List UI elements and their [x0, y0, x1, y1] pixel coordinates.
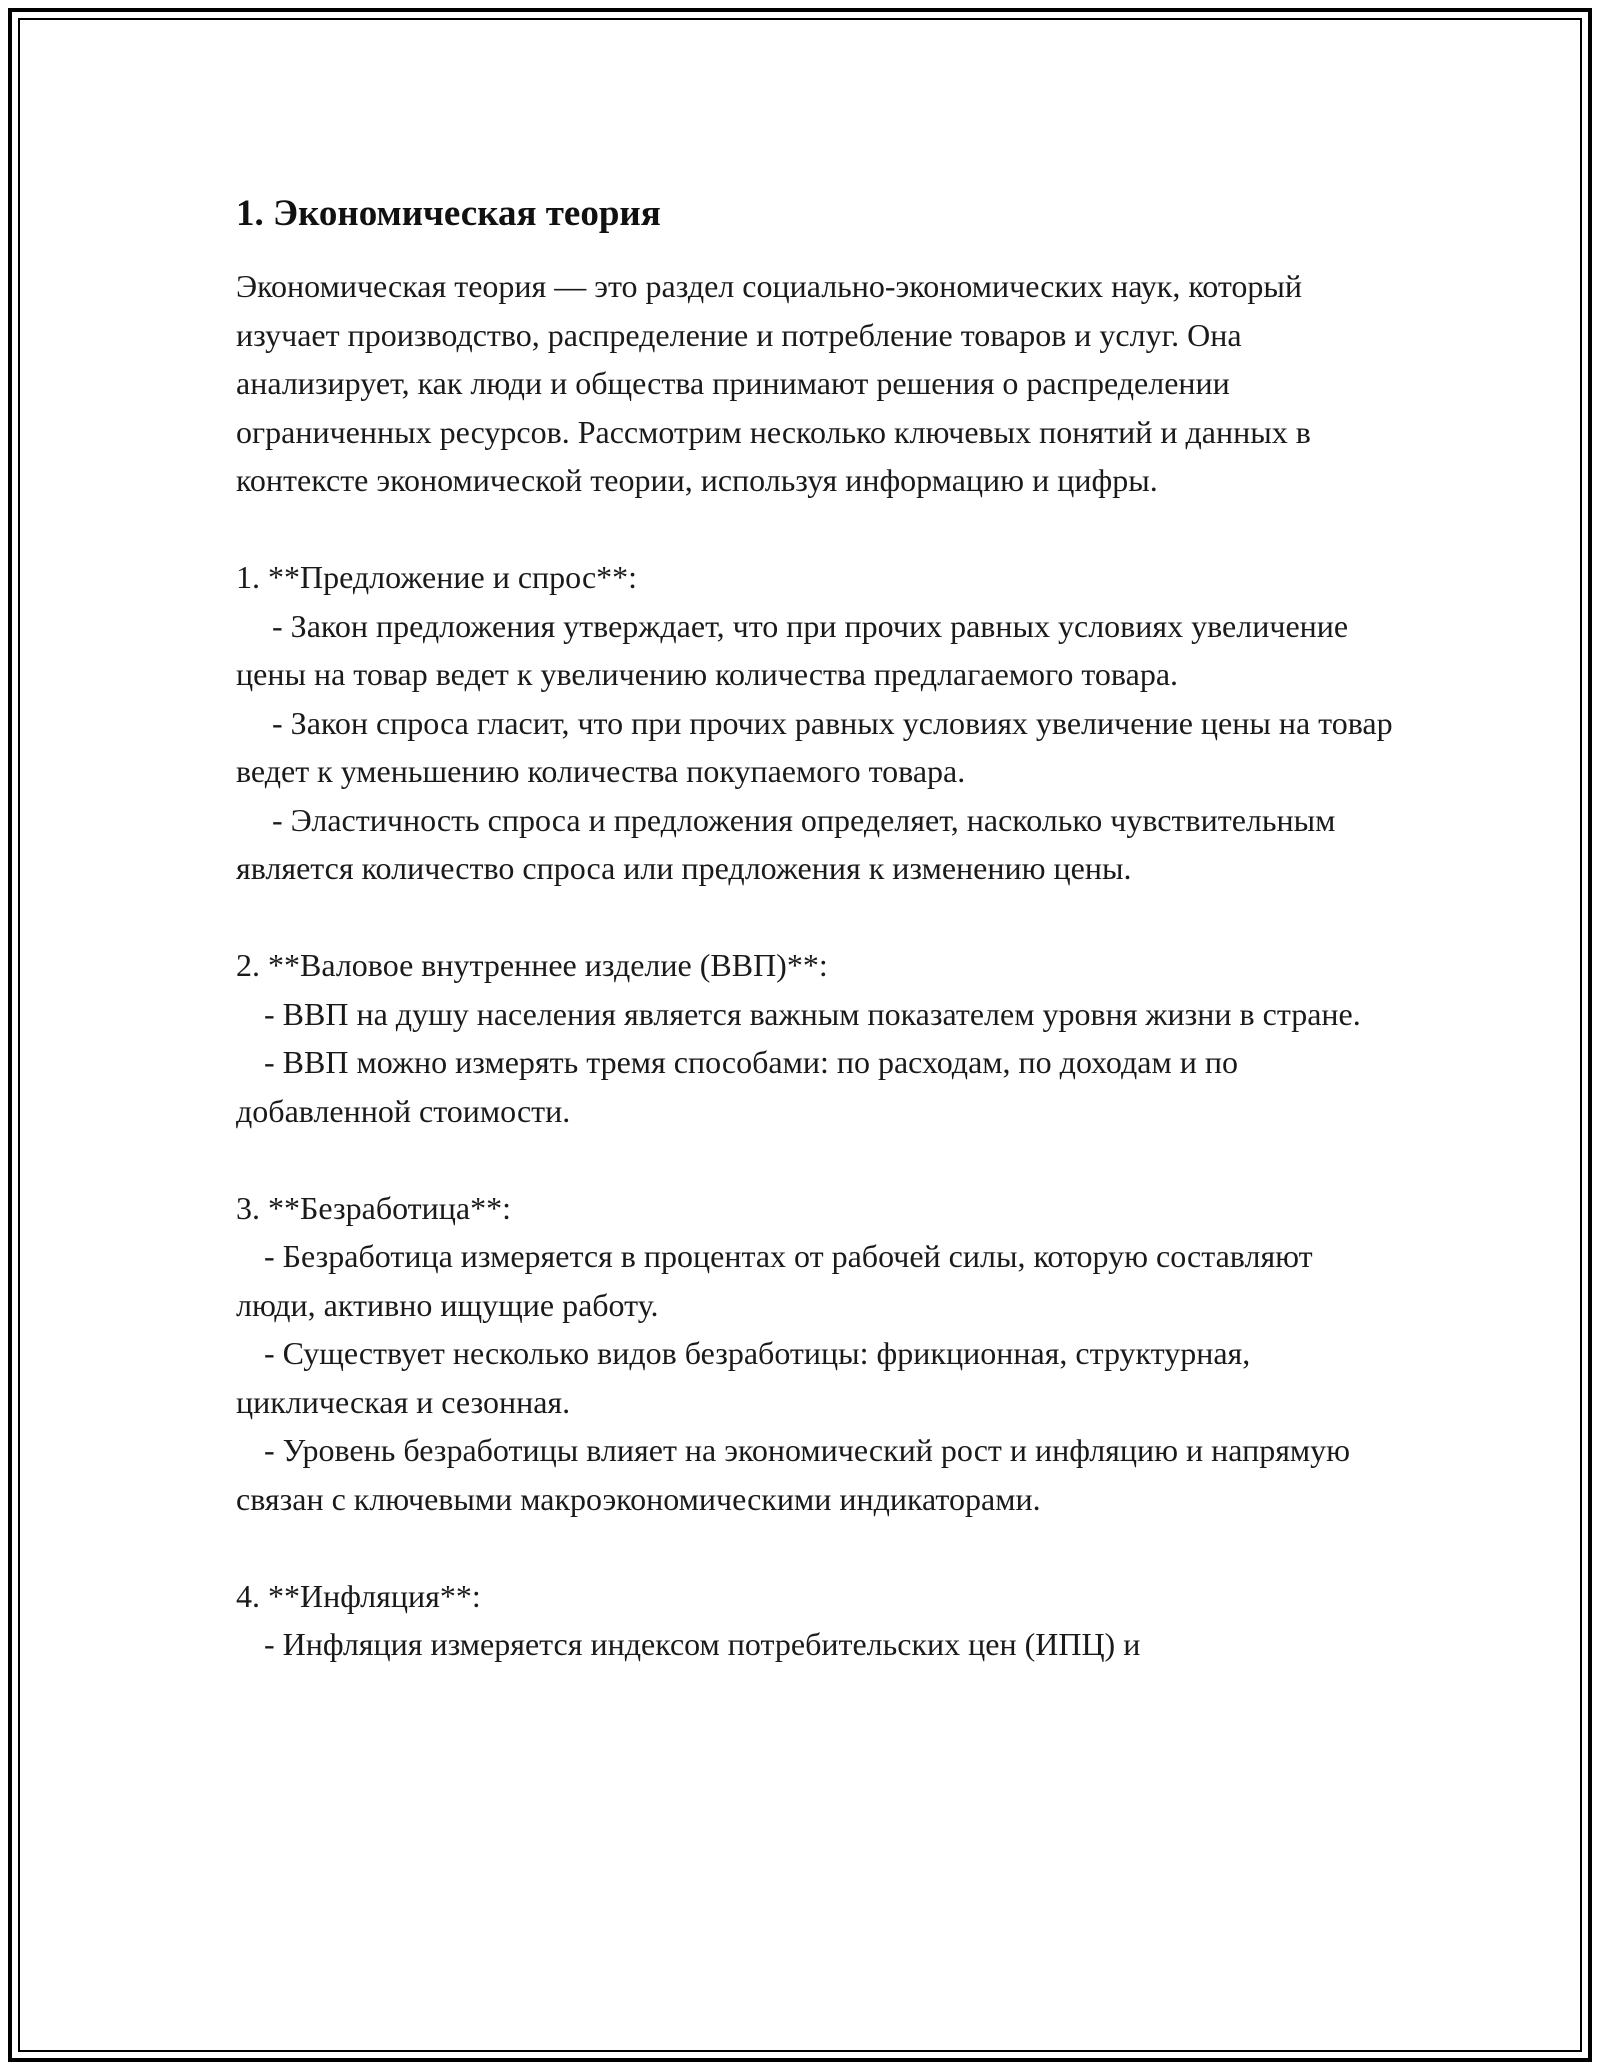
bullet-item [236, 1038, 1396, 1135]
bullet-item [236, 1232, 1396, 1329]
section-gdp [236, 941, 1396, 1135]
bullet-item [236, 1620, 1396, 1669]
document-body [236, 186, 1396, 1669]
bullet-item [236, 796, 1396, 893]
section-unemployment [236, 1184, 1396, 1524]
section-inflation [236, 1572, 1396, 1669]
bullet-text: - ВВП на душу населения является важным показателем уровня жизни в стране. [264, 995, 1361, 1032]
bullet-text: - Инфляция измеряется индексом потребительских цен (ИПЦ) и [264, 1626, 1141, 1662]
spacer [236, 1523, 1396, 1572]
document-heading: 1. Экономическая теория [236, 193, 661, 234]
section-title: 3. **Безработица**: [236, 1189, 511, 1226]
bullet-item [236, 1426, 1396, 1523]
spacer [236, 893, 1396, 942]
bullet-text: - Уровень безработицы влияет на экономический рост и инфляцию и напрямую связан с ключевыми макроэкономическими индикаторами. [236, 1432, 1351, 1517]
bullet-text: - ВВП можно измерять тремя способами: по расходам, по доходам и по добавленной стоимости. [236, 1044, 1238, 1129]
bullet-item [236, 990, 1396, 1039]
bullet-text: - Закон предложения утверждает, что при прочих равных условиях увеличение цены на товар ведет к увеличению количества предлагаемого товара. [236, 607, 1349, 692]
section-title: 1. **Предложение и спрос**: [236, 559, 638, 595]
bullet-text: - Эластичность спроса и предложения определяет, насколько чувствительным является количество спроса или предложения к изменению цены. [236, 801, 1336, 886]
section-title: 2. **Валовое внутреннее изделие (ВВП)**: [236, 947, 828, 983]
spacer [236, 505, 1396, 554]
bullet-item [236, 1329, 1396, 1426]
bullet-text: - Существует несколько видов безработицы: фрикционная, структурная, циклическая и сезонная. [236, 1335, 1251, 1420]
bullet-text: - Закон спроса гласит, что при прочих равных условиях увеличение цены на товар ведет к уменьшению количества покупаемого товара. [236, 704, 1393, 789]
bullet-item [236, 699, 1396, 796]
intro-paragraph: Экономическая теория — это раздел социально-экономических наук, который изучает производство, распределение и потребление товаров и услуг. Она анализирует, как люди и общества принимают решения о распределении ограниченных ресурсов. Рассмотрим несколько ключевых понятий и данных в контексте экономической теории, используя информацию и цифры. [236, 268, 1311, 498]
section-supply-demand [236, 553, 1396, 893]
spacer [236, 1135, 1396, 1184]
section-title: 4. **Инфляция**: [236, 1577, 481, 1614]
bullet-item [236, 602, 1396, 699]
bullet-text: - Безработица измеряется в процентах от рабочей силы, которую составляют люди, активно ищущие работу. [236, 1238, 1313, 1323]
